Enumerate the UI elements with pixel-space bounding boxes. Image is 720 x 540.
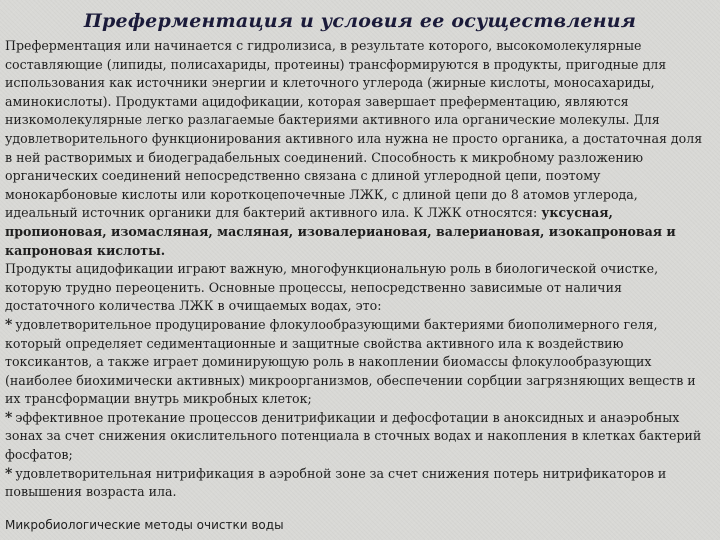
bullet-text: удовлетворительная нитрификация в аэробной зоне за счет снижения потерь нитрификаторов и повышения возраста ила. [5,465,667,500]
slide-body [5,37,713,502]
bullet-item [5,409,713,465]
bullet-text: эффективное протекание процессов денитрификации и дефосфотации в аноксидных и анаэробных зонах за счет снижения окислительного потенциала в сточных водах и накопления в клетках бактерий фосфатов; [5,409,702,463]
bullet-star-icon: * [5,465,13,482]
slide-footer: Микробиологические методы очистки воды [5,518,284,532]
bullet-star-icon: * [5,316,13,333]
acids-list: уксусная, пропионовая, изомасляная, масляная, изовалериановая, валериановая, изокапроновая и капроновая кислоты. [5,205,676,258]
intro-text: Преферментация или начинается с гидролизиса, в результате которого, высокомолекулярные составляющие (липиды, полисахариды, протеины) трансформируются в продукты, пригодные для использования как источники энергии и клеточного углерода (жирные кислоты, моносахариды, аминокислоты). Продуктами ацидофикации, которая завершает преферментацию, являются низкомолекулярные легко разлагаемые бактериями активного ила органические молекулы. Для удовлетворительного функционирования активного ила нужна не просто органика, а достаточная доля в ней растворимых и биодеградабельных соединений. Способность к микробному разложению органических соединений непосредственно связана с длиной углеродной цепи, поэтому монокарбоновые кислоты или короткоцепочечные ЛЖК, с длиной цепи до 8 атомов углерода, идеальный источник органики для бактерий активного ила. К ЛЖК относятся: [5,38,703,221]
bullet-star-icon: * [5,409,13,426]
bullet-item [5,316,713,409]
bullet-item [5,465,713,502]
roles-paragraph: Продукты ацидофикации играют важную, многофункциональную роль в биологической очистке, которую трудно переоценить. Основные процессы, непосредственно зависимые от наличия достаточного количества ЛЖК в очищаемых водах, это: [5,261,659,314]
intro-paragraph [5,37,713,260]
bullet-text: удовлетворительное продуцирование флокулообразующими бактериями биополимерного геля, который определяет седиментационные и защитные свойства активного ила к воздействию токсикантов, а также играет доминирующую роль в накоплении биомассы флокулообразующих (наиболее биохимически активных) микроорганизмов, обеспечении сорбции загрязняющих веществ и их трансформации внутрь микробных клеток; [5,316,696,407]
slide-title: Преферментация и условия ее осуществления [83,10,637,32]
